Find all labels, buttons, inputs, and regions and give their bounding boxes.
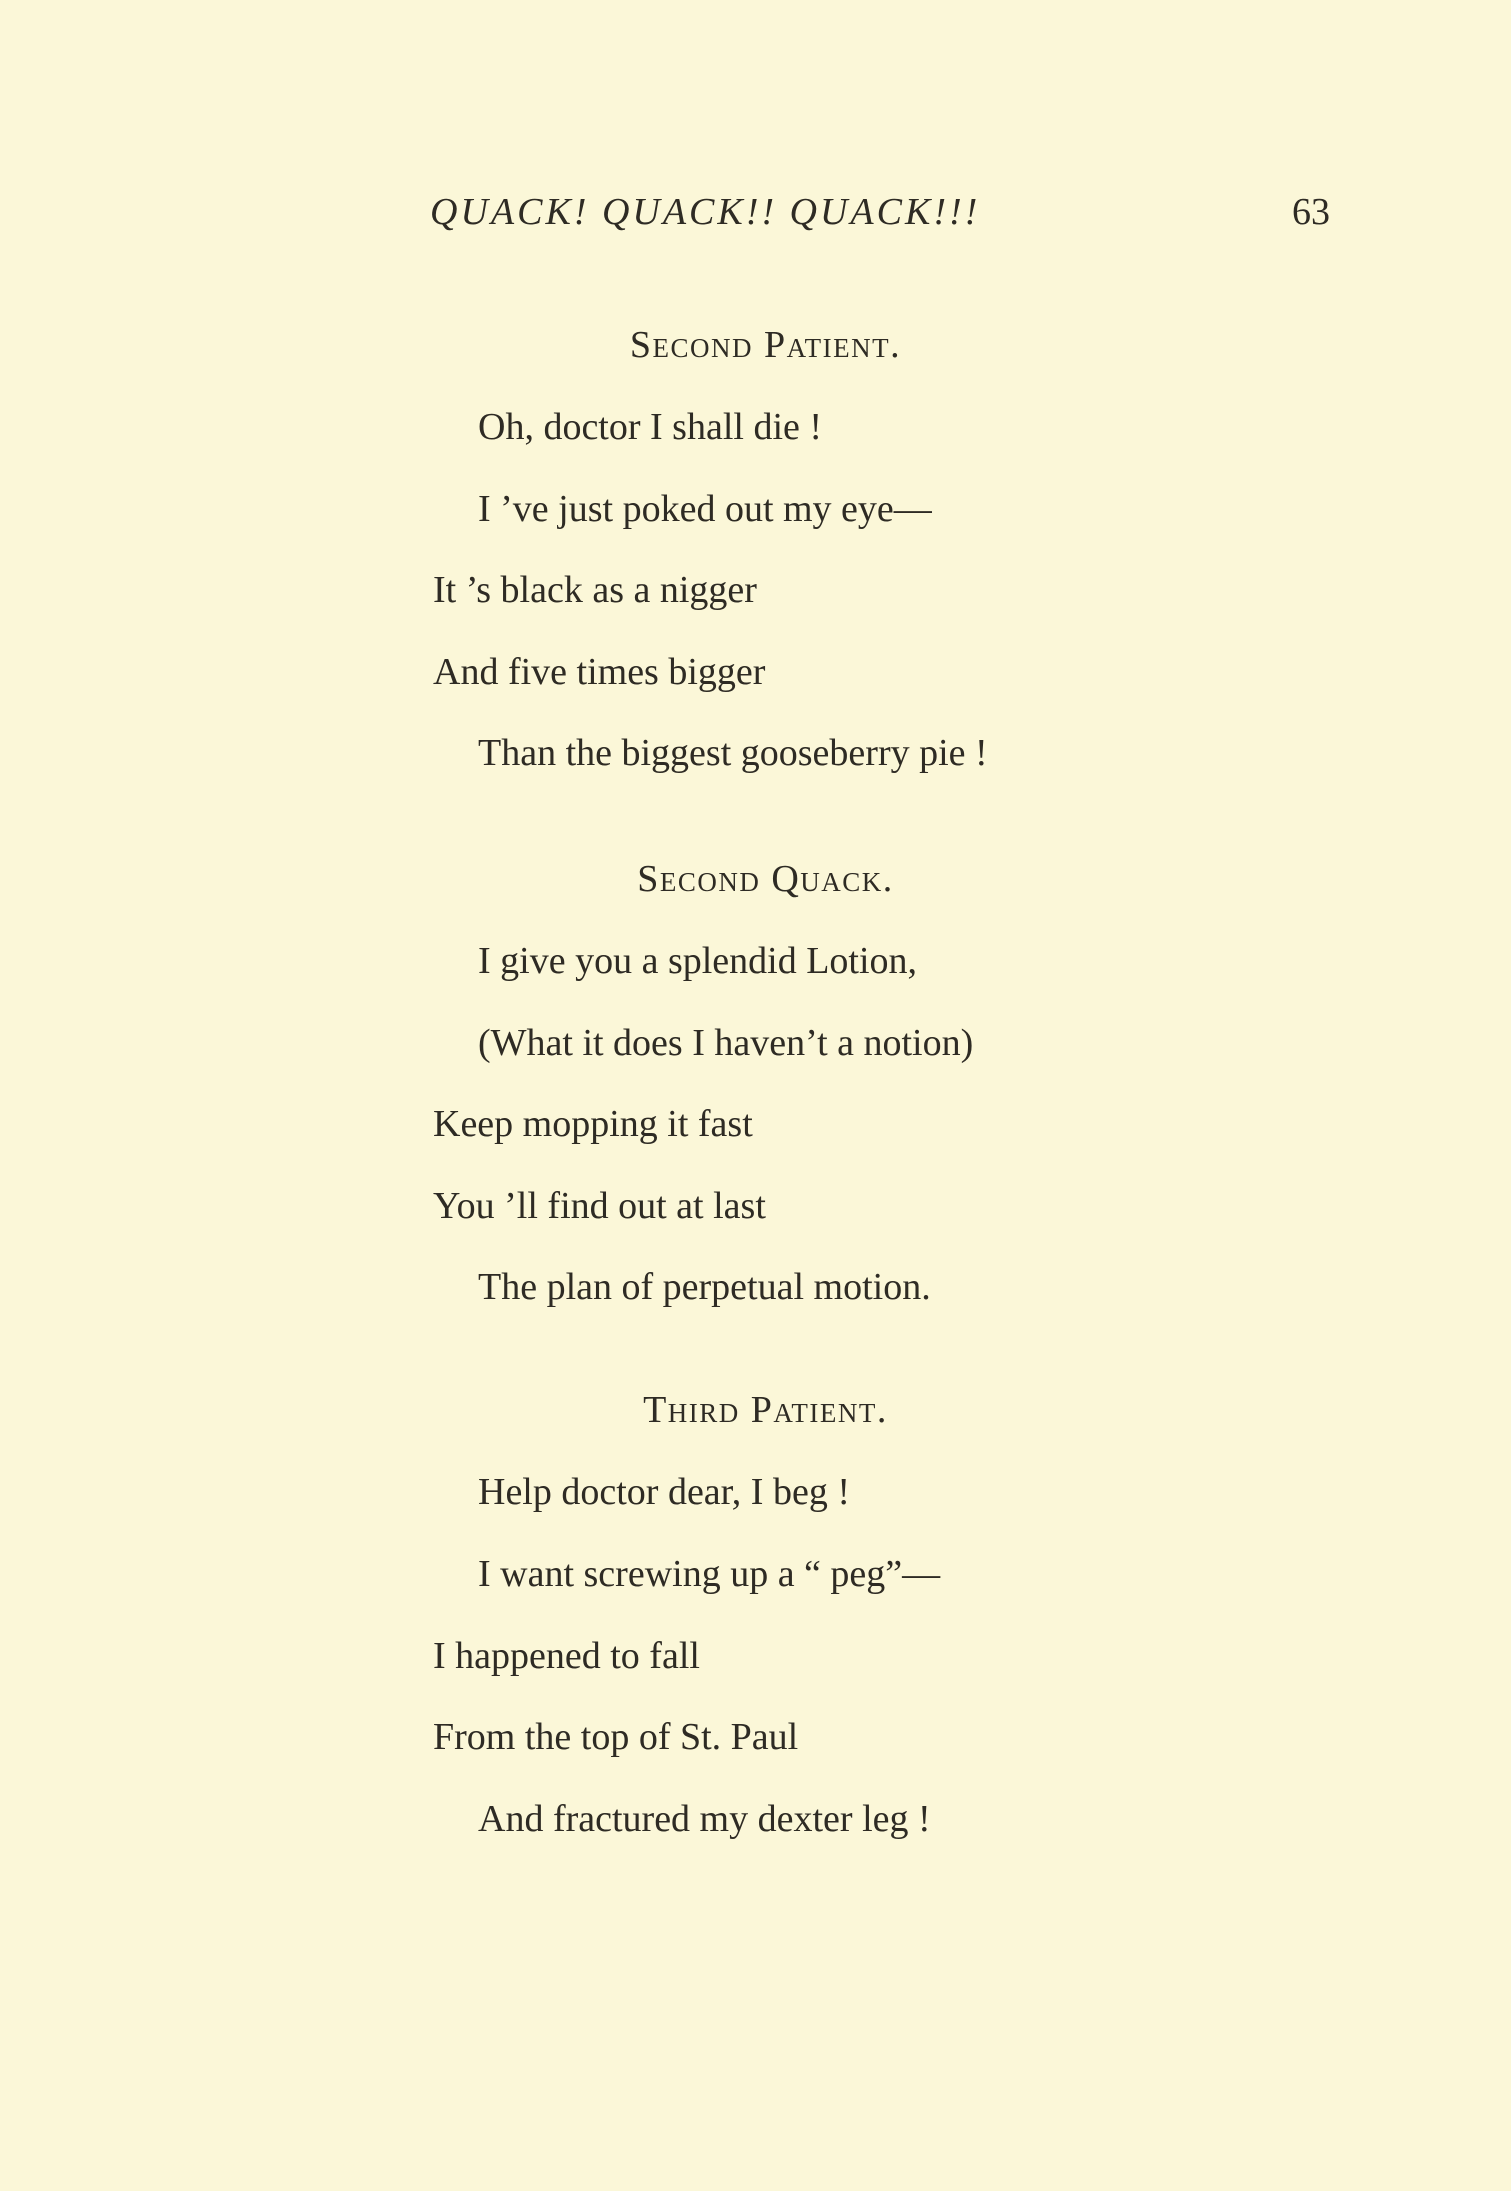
verse-line: I ’ve just poked out my eye— (478, 488, 932, 530)
verse-line: It ’s black as a nigger (433, 569, 757, 611)
speaker-heading: Second Quack. (637, 858, 894, 900)
verse-line: From the top of St. Paul (433, 1716, 799, 1758)
speaker-heading: Third Patient. (643, 1389, 888, 1431)
verse-line: You ’ll find out at last (433, 1185, 766, 1227)
speaker-heading: Second Patient. (629, 324, 902, 366)
verse-line: I want screwing up a “ peg”— (478, 1553, 941, 1595)
verse-line: I happened to fall (433, 1635, 700, 1677)
verse-line: And five times bigger (433, 651, 766, 693)
verse-line: (What it does I haven’t a notion) (478, 1022, 974, 1064)
verse-line: The plan of perpetual motion. (478, 1266, 931, 1308)
running-title: QUACK! QUACK!! QUACK!!! (430, 191, 981, 233)
verse-line: And fractured my dexter leg ! (478, 1798, 931, 1840)
verse-line: Keep mopping it fast (433, 1103, 753, 1145)
verse-line: I give you a splendid Lotion, (478, 940, 918, 982)
page-number: 63 (1292, 191, 1330, 233)
verse-line: Than the biggest gooseberry pie ! (478, 732, 988, 774)
running-head (430, 190, 1330, 250)
verse-line: Help doctor dear, I beg ! (478, 1471, 850, 1513)
verse-line: Oh, doctor I shall die ! (478, 406, 823, 448)
